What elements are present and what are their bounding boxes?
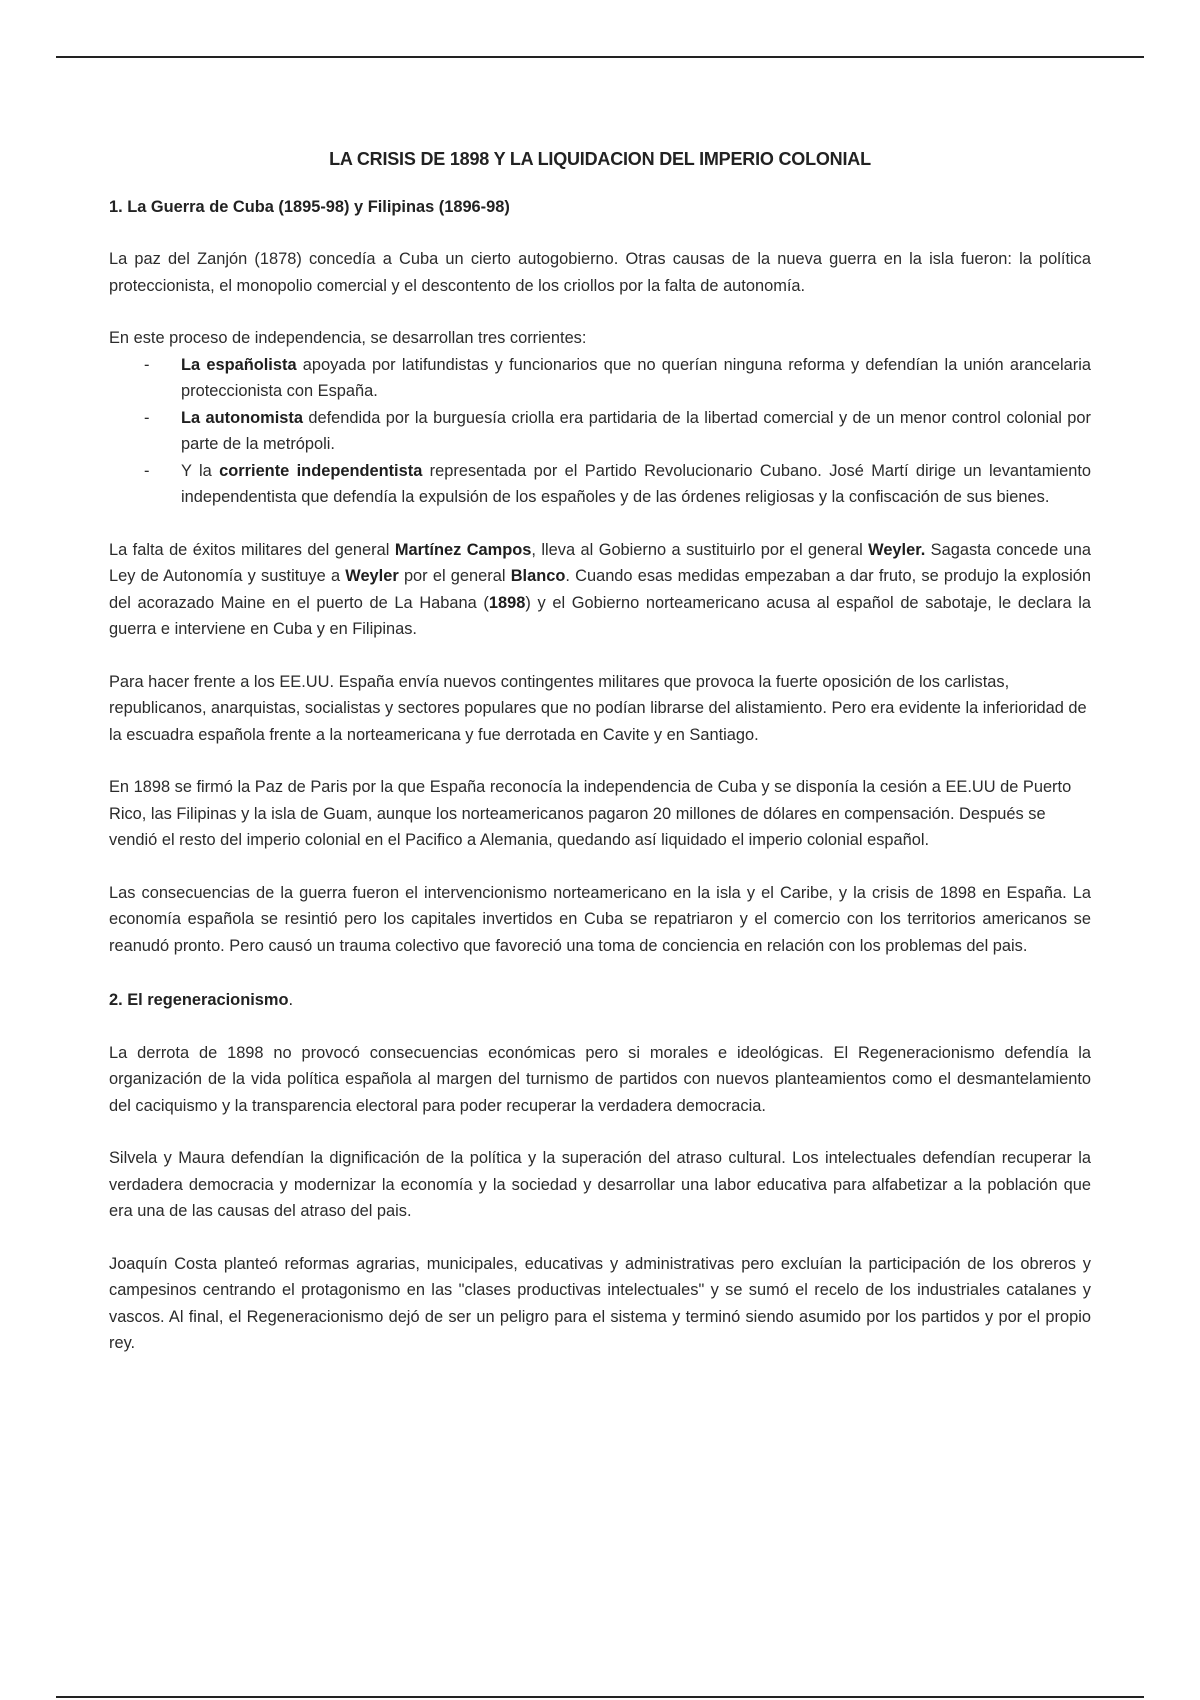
list-item bbox=[109, 458, 1091, 511]
heading-tail: . bbox=[288, 991, 294, 1009]
currents-list bbox=[109, 352, 1091, 511]
section-1-paragraph-4: En 1898 se firmó la Paz de Paris por la que España reconocía la independencia de Cuba y se disponía la cesión a EE.UU de Puerto Rico, las Filipinas y la isla de Guam, aunque los norteamericanos pagaron 20 millones de dólares en compensación. Después se vendió el resto del imperio colonial en el Pacifico a Alemania, quedando así liquidado el imperio colonial español. bbox=[109, 778, 1072, 849]
dash-marker: - bbox=[144, 408, 150, 427]
list-item-text: apoyada por latifundistas y funcionarios que no querían ninguna reforma y defendían la unión arancelaria proteccionista con España. bbox=[181, 355, 1091, 400]
text-run: Sagasta concede una Ley de Autonomía y sustituye a bbox=[109, 540, 1091, 585]
section-1-heading: 1. La Guerra de Cuba (1895-98) y Filipinas (1896-98) bbox=[109, 197, 510, 216]
section-2-paragraph-2: Silvela y Maura defendían la dignificación de la política y la superación del atraso cultural. Los intelectuales defendían recuperar la verdadera democracia y modernizar la economía y la sociedad y desarrollar una labor educativa para alfabetizar a la población que era una de las causas del atraso del pais. bbox=[109, 1149, 1091, 1220]
section-1-paragraph-3: Para hacer frente a los EE.UU. España envía nuevos contingentes militares que provoca la fuerte oposición de los carlistas, republicanos, anarquistas, socialistas y sectores populares que no podían librarse del alistamiento. Pero era evidente la inferioridad de la escuadra española frente a la norteamericana y fue derrotada en Cavite y en Santiago. bbox=[109, 672, 1087, 744]
list-item-text: representada por el Partido Revolucionario Cubano. José Martí dirige un levantamiento independentista que defendía la expulsión de los españoles y de las órdenes religiosas y la confiscación de sus bienes. bbox=[181, 461, 1091, 506]
list-item-prefix: Y la bbox=[181, 461, 220, 480]
text-run: ) y el Gobierno norteamericano acusa al español de sabotaje, le declara la guerra e interviene en Cuba y en Filipinas. bbox=[109, 593, 1092, 638]
section-2-paragraph-3: Joaquín Costa planteó reformas agrarias, municipales, educativas y administrativas pero excluían la participación de los obreros y campesinos centrando el protagonismo en las "clases productivas intelectuales" y se sumó el recelo de los industriales catalanes y vascos. Al final, el Regeneracionismo dejó de ser un peligro para el sistema y terminó siendo asumido por los partidos y por el propio rey. bbox=[109, 1254, 1091, 1352]
list-item bbox=[109, 405, 1091, 458]
text-run: . Cuando esas medidas empezaban a dar fruto, se produjo la explosión del acorazado Maine en el puerto de La Habana ( bbox=[109, 567, 1092, 612]
text-run: La falta de éxitos militares del general bbox=[109, 540, 395, 559]
bold-run: 1898 bbox=[488, 593, 526, 612]
section-1-paragraph-2 bbox=[109, 537, 1091, 643]
section-2-paragraph-1: La derrota de 1898 no provocó consecuencias económicas pero si morales e ideológicas. El Regeneracionismo defendía la organización de la vida política española al margen del turnismo de partidos con nuevos planteamientos como el desmantelamiento del caciquismo y la transparencia electoral para poder recuperar la verdadera democracia. bbox=[109, 1043, 1091, 1115]
text-run: , lleva al Gobierno a sustituirlo por el general bbox=[531, 540, 869, 559]
bold-run: Martínez Campos bbox=[394, 540, 532, 559]
bold-run: Blanco bbox=[510, 567, 566, 585]
header-rule bbox=[56, 56, 1144, 58]
document-body bbox=[109, 146, 1091, 1383]
section-2-heading bbox=[109, 987, 1091, 1014]
dash-marker: - bbox=[144, 461, 150, 480]
text-run: por el general bbox=[398, 567, 511, 585]
list-item-term: corriente independentista bbox=[219, 461, 423, 480]
page-title: LA CRISIS DE 1898 Y LA LIQUIDACION DEL IMPERIO COLONIAL bbox=[329, 149, 871, 169]
section-1-paragraph-1: La paz del Zanjón (1878) concedía a Cuba un cierto autogobierno. Otras causas de la nueva guerra en la isla fueron: la política proteccionista, el monopolio comercial y el descontento de los criollos por la falta de autonomía. bbox=[109, 250, 1091, 295]
bold-run: Weyler bbox=[345, 567, 399, 585]
dash-marker: - bbox=[144, 355, 150, 374]
list-item-term: La españolista bbox=[181, 355, 297, 374]
list-intro: En este proceso de independencia, se desarrollan tres corrientes: bbox=[109, 329, 587, 347]
list-item-text: defendida por la burguesía criolla era partidaria de la libertad comercial y de un menor control colonial por parte de la metrópoli. bbox=[181, 408, 1091, 453]
list-item bbox=[109, 352, 1091, 405]
bold-run: Weyler. bbox=[868, 540, 926, 559]
section-1-paragraph-5: Las consecuencias de la guerra fueron el intervencionismo norteamericano en la isla y el Caribe, y la crisis de 1898 en España. La economía española se resintió pero los capitales invertidos en Cuba se repatriaron y el comercio con los territorios americanos se reanudó pronto. Pero causó un trauma colectivo que favoreció una toma de conciencia en relación con los problemas del pais. bbox=[109, 883, 1091, 955]
heading-text: 2. El regeneracionismo bbox=[109, 991, 289, 1009]
list-item-term: La autonomista bbox=[181, 408, 303, 427]
footer-rule bbox=[56, 1696, 1144, 1698]
